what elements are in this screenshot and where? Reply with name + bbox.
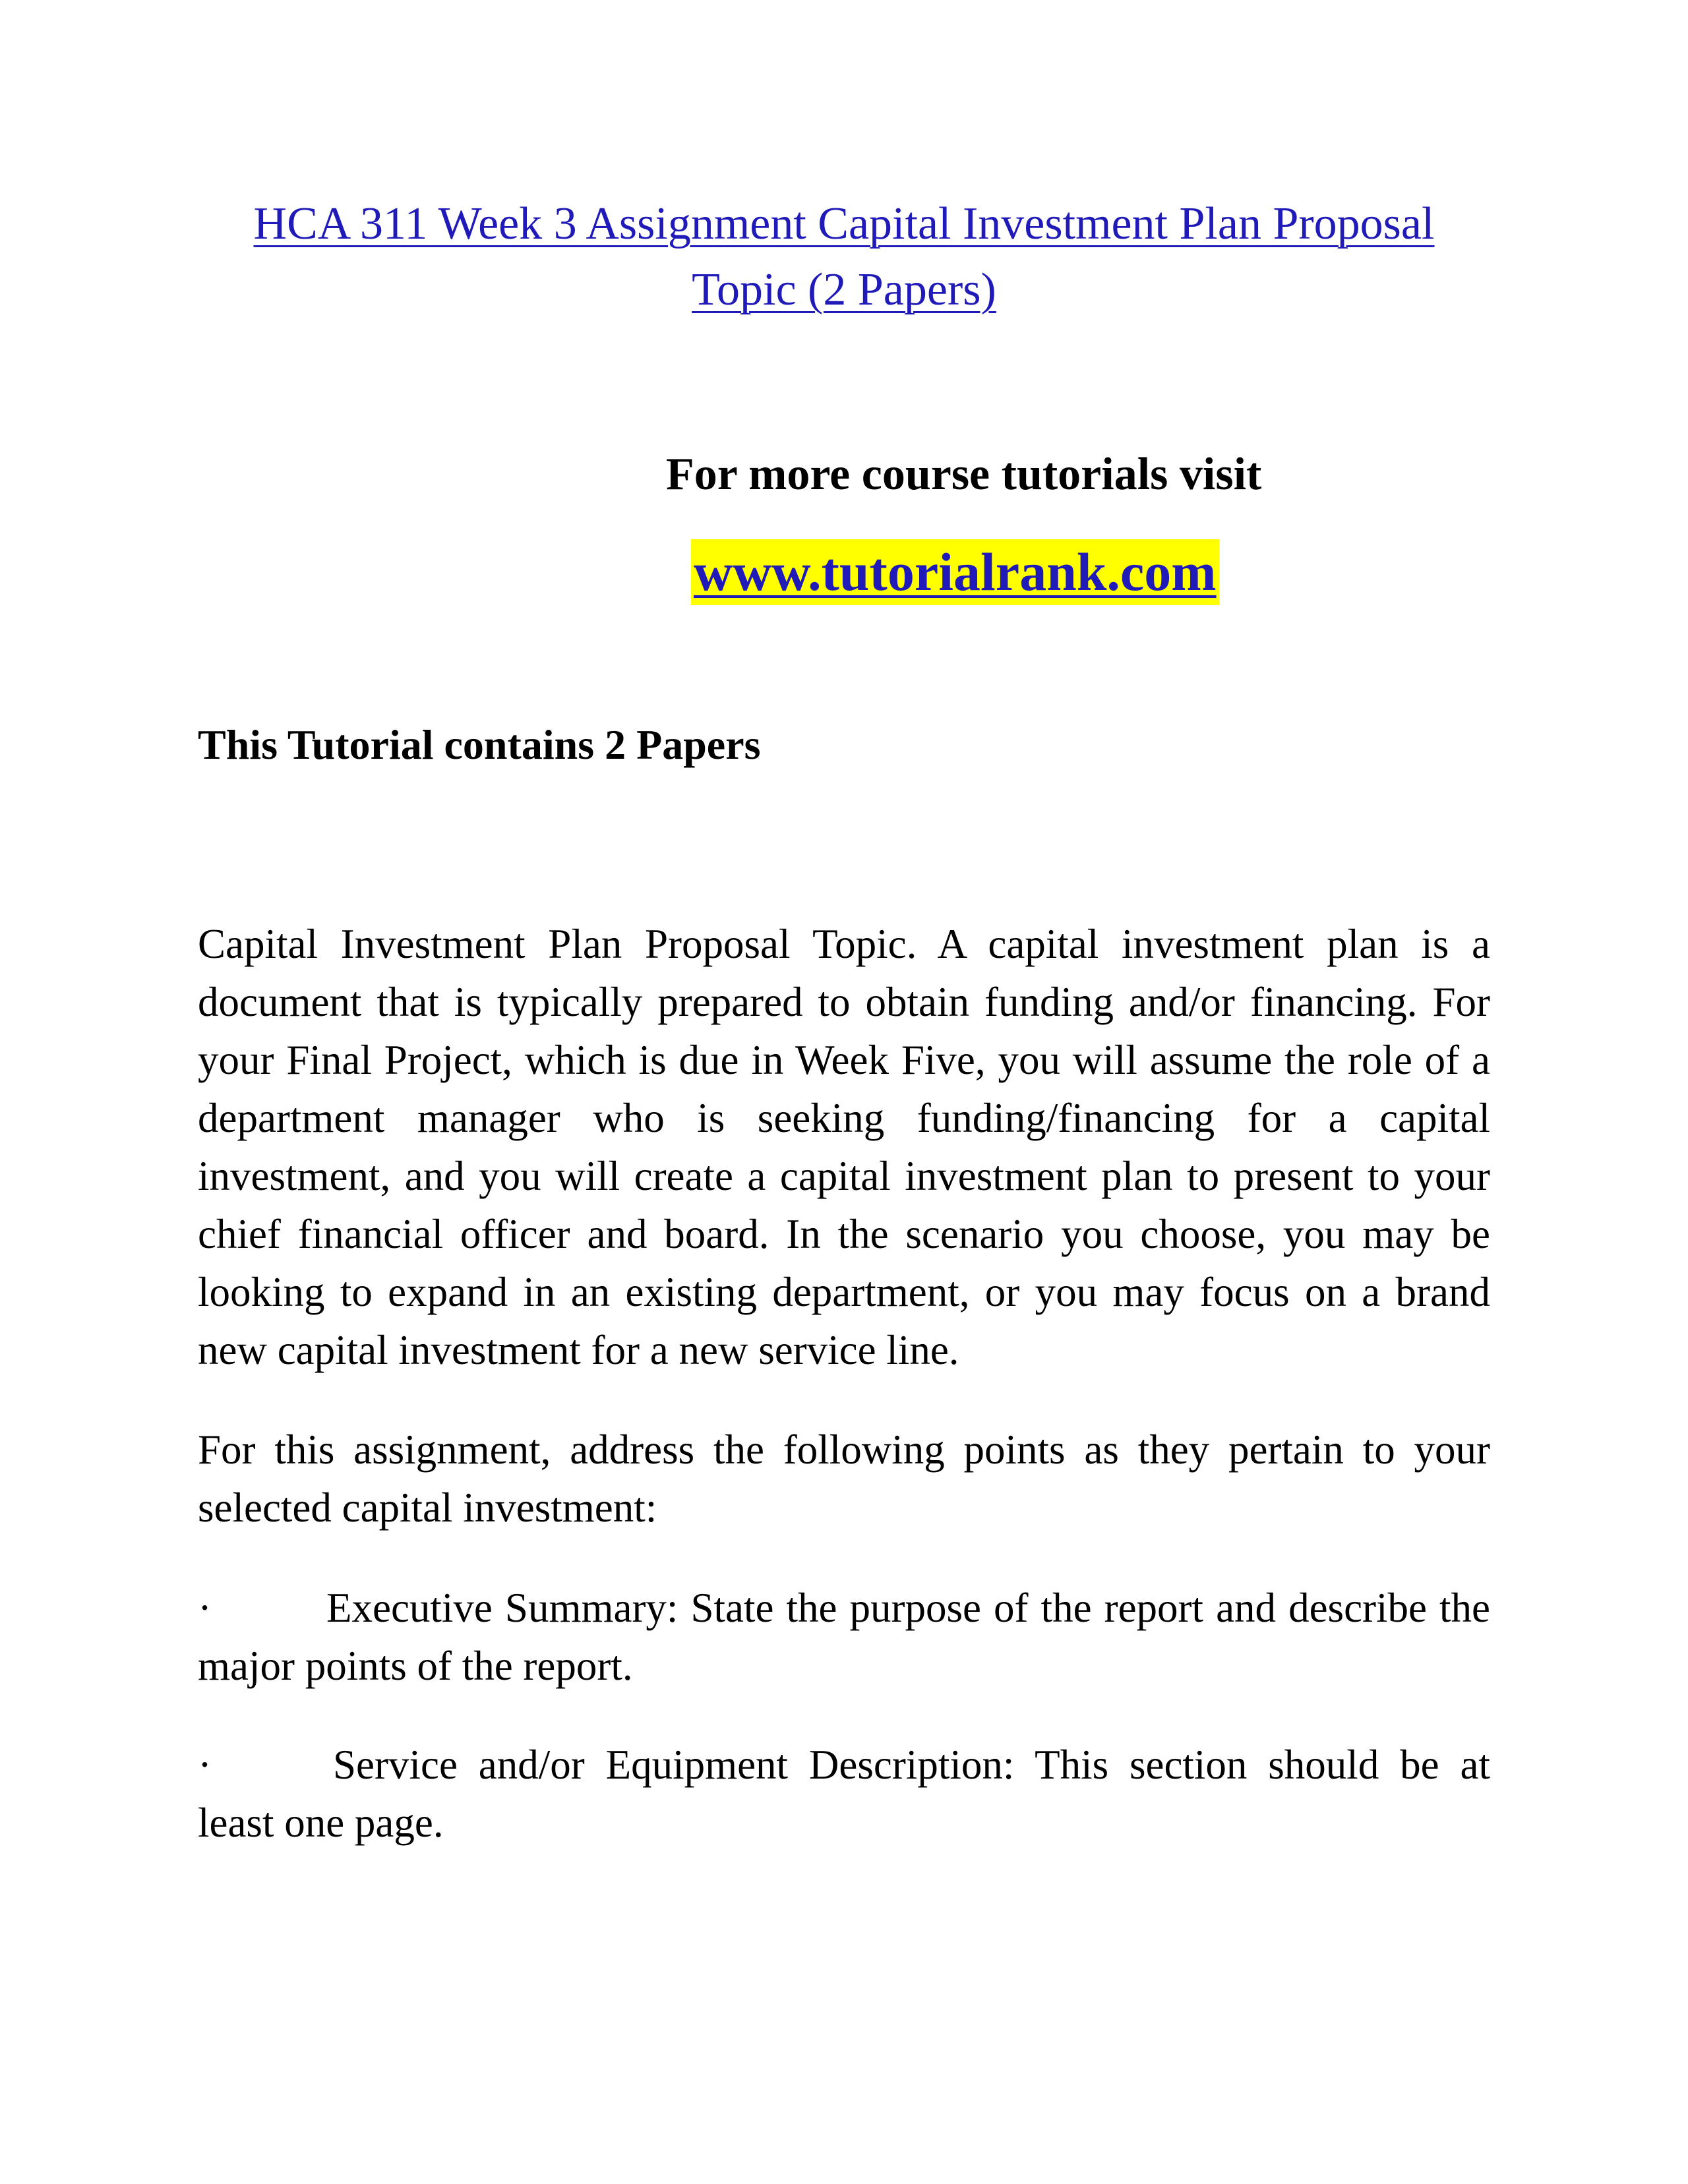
tutorial-contains-heading: This Tutorial contains 2 Papers bbox=[198, 721, 761, 768]
document-title-link[interactable] bbox=[198, 191, 1490, 323]
visit-prompt: For more course tutorials visit bbox=[666, 449, 1262, 500]
bullet-marker: · bbox=[198, 1585, 212, 1631]
website-link[interactable]: www.tutorialrank.com bbox=[691, 539, 1219, 605]
intro-paragraph: Capital Investment Plan Proposal Topic. A capital investment plan is a document that is typically prepared to obtain funding and/or financing. For your Final Project, which is due in Week Five, you will assume the role of a department manager who is seeking funding/financing for a capital investment, and you will create a capital investment plan to present to your chief financial officer and board. In the scenario you choose, you may be looking to expand in an existing department, or you may focus on a brand new capital investment for a new service line. bbox=[198, 921, 1490, 1373]
bullet-text: Service and/or Equipment Description: This section should be at least one page. bbox=[198, 1742, 1490, 1846]
bullet-marker: · bbox=[198, 1742, 212, 1788]
bullet-item-executive-summary bbox=[198, 1579, 1490, 1695]
bullet-item-service-description bbox=[198, 1736, 1490, 1852]
title-link-text[interactable]: HCA 311 Week 3 Assignment Capital Investment Plan Proposal Topic (2 Papers) bbox=[253, 198, 1435, 315]
assignment-paragraph: For this assignment, address the following points as they pertain to your selected capital investment: bbox=[198, 1427, 1490, 1531]
bullet-text: Executive Summary: State the purpose of the report and describe the major points of the report. bbox=[198, 1585, 1490, 1689]
